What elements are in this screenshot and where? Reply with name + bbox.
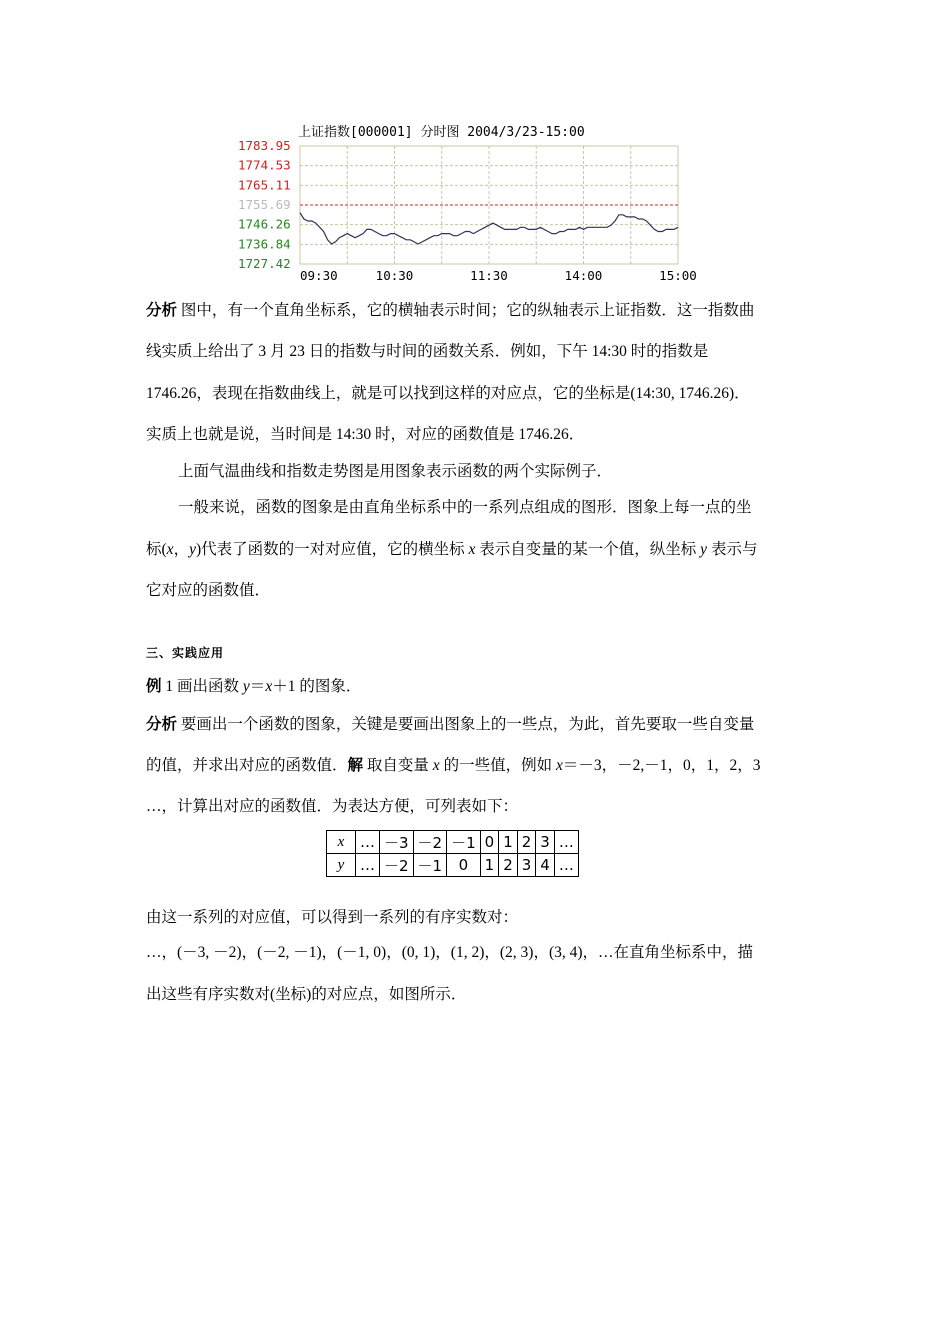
text-line: 出这些有序实数对(坐标)的对应点，如图所示．: [146, 986, 467, 1003]
example-line: [146, 677, 806, 697]
table-header-x: x: [327, 831, 356, 854]
table-cell: 2: [517, 831, 536, 854]
text-fragment: ＋1 的图象．: [272, 678, 362, 695]
analysis-paragraph-2: [146, 715, 806, 735]
text-fragment: ＝－3，－2,－1，0，1，2，3: [562, 757, 761, 774]
text-line: 线实质上给出了 3 月 23 日的指数与时间的函数关系．例如，下午 14:30 时的指数是: [146, 343, 709, 360]
x-tick-label: 10:30: [375, 268, 414, 283]
math-var: x: [555, 757, 563, 774]
analysis-label: 分析: [146, 716, 178, 733]
text-line: [146, 540, 806, 560]
x-tick-label: 09:30: [300, 268, 338, 283]
y-tick-label: 1783.95: [238, 138, 291, 153]
math-var: x: [432, 757, 440, 774]
text-line: 1746.26，表现在指数曲线上，就是可以找到这样的对应点，它的坐标是(14:30, 1746.26)．: [146, 385, 750, 402]
index-chart: [232, 120, 722, 288]
section-heading: 三、实践应用: [146, 646, 225, 660]
table-cell: －3: [380, 831, 414, 854]
solution-label: 解: [347, 757, 364, 774]
math-var: x: [468, 541, 476, 558]
math-var: y: [242, 678, 250, 695]
x-tick-label: 14:00: [564, 268, 603, 283]
table-cell: 1: [480, 854, 499, 877]
text-line: 由这一系列的对应值，可以得到一系列的有序实数对：: [146, 909, 519, 926]
text-line: 图中，有一个直角坐标系，它的横轴表示时间；它的纵轴表示上证指数．这一指数曲: [180, 302, 755, 319]
table-cell: 0: [447, 854, 481, 877]
table-row-y: [327, 854, 579, 877]
table-cell: …: [554, 854, 578, 877]
table-cell: －2: [413, 831, 447, 854]
text-line: 它对应的函数值．: [146, 582, 271, 599]
math-var: x: [265, 678, 273, 695]
text-fragment: )代表了函数的一对对应值，它的横坐标: [195, 541, 469, 558]
math-var: y: [700, 541, 708, 558]
text-fragment: 的一些值，例如: [439, 757, 556, 774]
text-fragment: 取自变量: [363, 757, 433, 774]
y-tick-label: 1746.26: [238, 216, 291, 232]
text-line: 实质上也就是说，当时间是 14:30 时，对应的函数值是 1746.26．: [146, 426, 585, 443]
text-fragment: 表示自变量的某一个值，纵坐标: [475, 541, 701, 558]
text-line: 一般来说，函数的图象是由直角坐标系中的一系列点组成的图形．图象上每一点的坐: [178, 499, 752, 516]
chart-title: 上证指数[000001] 分时图 2004/3/23-15:00: [298, 125, 585, 140]
table-cell: 3: [517, 854, 536, 877]
table-cell: 1: [499, 831, 518, 854]
table-cell: …: [356, 854, 380, 877]
x-tick-label: 11:30: [470, 268, 508, 283]
text-fragment: ，: [173, 541, 190, 558]
text-fragment: 标(: [146, 541, 167, 558]
analysis-label: 分析: [146, 302, 178, 319]
table-cell: 4: [536, 854, 555, 877]
table-cell: －1: [447, 831, 481, 854]
text-fragment: ＝: [249, 678, 266, 695]
text-fragment: 1 画出函数: [161, 678, 243, 695]
analysis-paragraph-1: [146, 301, 806, 321]
table-cell: －1: [413, 854, 447, 877]
table-cell: 3: [536, 831, 555, 854]
value-table: [326, 830, 579, 877]
y-tick-label: 1736.84: [238, 236, 291, 252]
y-tick-label: 1727.42: [238, 256, 291, 271]
table-cell: …: [554, 831, 578, 854]
text-line: …，计算出对应的函数值．为表达方便，可列表如下：: [146, 798, 519, 815]
text-fragment: 表示与: [707, 541, 758, 558]
table-cell: －2: [380, 854, 414, 877]
y-tick-label: 1774.53: [238, 157, 291, 173]
text-fragment: 要画出一个函数的图象，关键是要画出图象上的一些点，为此，首先要取一些自变量: [177, 716, 755, 733]
x-tick-label: 15:00: [659, 268, 697, 283]
table-cell: 0: [480, 831, 499, 854]
table-row-x: [327, 831, 579, 854]
y-tick-label: 1755.69: [238, 196, 291, 212]
text-fragment: 的值，并求出对应的函数值．: [146, 757, 348, 774]
example-label: 例: [146, 678, 162, 695]
y-tick-label: 1765.11: [238, 177, 291, 193]
text-line: …，(－3, －2)，(－2, －1)，(－1, 0)，(0, 1)，(1, 2)，(2, 3)，(3, 4)，…在直角坐标系中，描: [146, 944, 754, 961]
text-line: [146, 756, 806, 776]
table-cell: …: [356, 831, 380, 854]
text-line: 上面气温曲线和指数走势图是用图象表示函数的两个实际例子．: [178, 463, 613, 480]
math-var: x: [166, 541, 174, 558]
math-var: y: [189, 541, 196, 558]
table-header-y: y: [327, 854, 356, 877]
table-cell: 2: [499, 854, 518, 877]
